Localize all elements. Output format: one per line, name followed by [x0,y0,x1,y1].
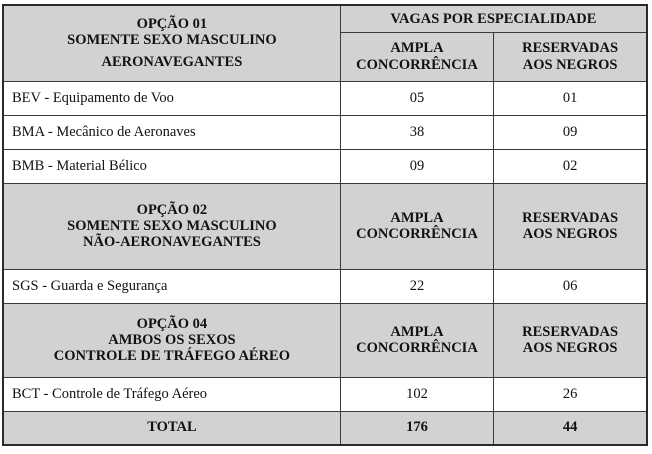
option-line: SOMENTE SEXO MASCULINO [67,217,277,234]
option-line: SOMENTE SEXO MASCULINO [67,32,277,49]
header-row [3,5,647,32]
reserv-header: RESERVADAS AOS NEGROS [494,183,647,269]
reserv-value: 02 [494,149,647,183]
total-reserv: 44 [494,411,647,445]
option-line: AMBOS OS SEXOS [108,331,236,348]
option-label: OPÇÃO 02 [136,201,208,218]
reserv-value: 01 [494,81,647,115]
ampla-value: 22 [340,269,493,303]
specialty-name: BCT - Controle de Tráfego Aéreo [3,377,340,411]
reserv-header: RESERVADAS AOS NEGROS [494,303,647,377]
option-line: NÃO-AERONAVEGANTES [83,234,261,251]
table-row [3,149,647,183]
specialty-name: BEV - Equipamento de Voo [3,81,340,115]
group-header-row [3,183,647,269]
ampla-value: 38 [340,115,493,149]
ampla-value: 102 [340,377,493,411]
total-row [3,411,647,445]
total-label: TOTAL [3,411,340,445]
group-header-row [3,303,647,377]
table-row [3,269,647,303]
option-02-header [3,183,340,269]
vagas-table [2,4,648,446]
option-label: OPÇÃO 01 [136,15,208,32]
vagas-header: VAGAS POR ESPECIALIDADE [340,5,647,32]
ampla-header: AMPLA CONCORRÊNCIA [340,183,493,269]
ampla-value: 05 [340,81,493,115]
option-label: OPÇÃO 04 [136,315,208,332]
reserv-value: 06 [494,269,647,303]
specialty-name: BMB - Material Bélico [3,149,340,183]
specialty-name: BMA - Mecânico de Aeronaves [3,115,340,149]
reserv-value: 26 [494,377,647,411]
table-row [3,115,647,149]
total-ampla: 176 [340,411,493,445]
option-01-header [3,5,340,81]
ampla-header: AMPLA CONCORRÊNCIA [340,303,493,377]
ampla-value: 09 [340,149,493,183]
table-row [3,81,647,115]
option-04-header [3,303,340,377]
option-line: CONTROLE DE TRÁFEGO AÉREO [53,348,291,365]
option-line: AERONAVEGANTES [101,54,243,71]
reserv-header: RESERVADAS AOS NEGROS [494,32,647,81]
specialty-name: SGS - Guarda e Segurança [3,269,340,303]
table-row [3,377,647,411]
reserv-value: 09 [494,115,647,149]
ampla-header: AMPLA CONCORRÊNCIA [340,32,493,81]
